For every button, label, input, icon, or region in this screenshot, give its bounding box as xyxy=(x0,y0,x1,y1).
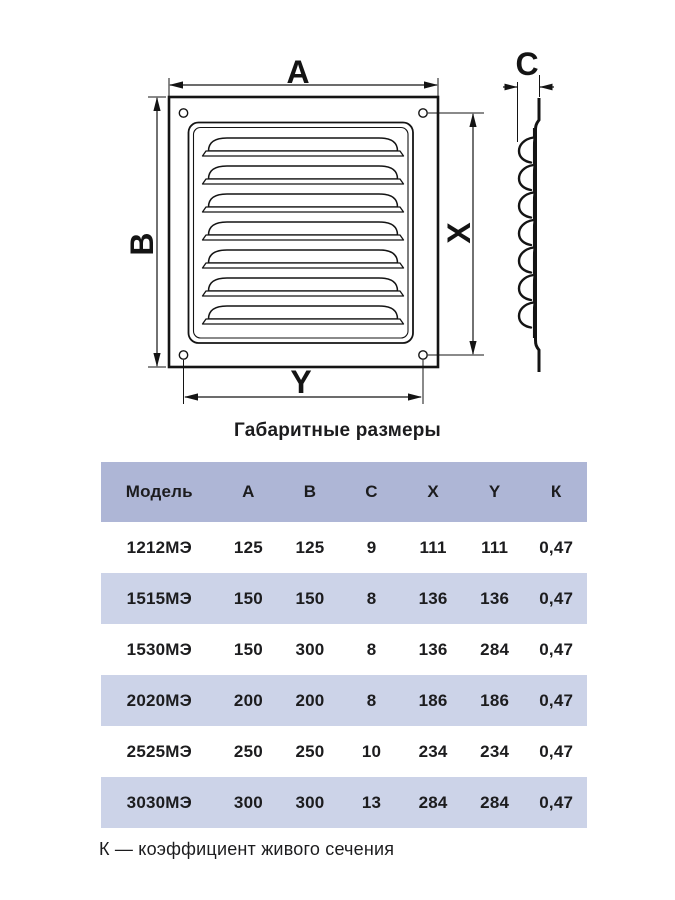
table-row xyxy=(101,573,587,624)
value-cell: 136 xyxy=(418,639,448,659)
value-cell: 0,47 xyxy=(539,639,574,659)
louver-slats xyxy=(203,138,404,324)
value-cell: 186 xyxy=(418,690,448,710)
table-footnote: К — коэффициент живого сечения xyxy=(99,839,395,859)
dimensions-table xyxy=(101,462,587,828)
dim-label-c: C xyxy=(515,46,539,82)
value-cell: 136 xyxy=(480,588,510,608)
value-cell: 0,47 xyxy=(539,588,574,608)
model-cell: 1515МЭ xyxy=(126,588,192,608)
value-cell: 111 xyxy=(481,537,509,557)
value-cell: 234 xyxy=(480,741,510,761)
value-cell: 8 xyxy=(366,690,377,710)
value-cell: 0,47 xyxy=(539,741,574,761)
value-cell: 150 xyxy=(233,639,263,659)
value-cell: 300 xyxy=(233,792,263,812)
column-header-k: К xyxy=(550,482,562,501)
value-cell: 8 xyxy=(366,588,377,608)
value-cell: 9 xyxy=(366,537,377,557)
column-header-model: Модель xyxy=(125,482,193,501)
table-title: Габаритные размеры xyxy=(234,420,441,441)
model-cell: 1530МЭ xyxy=(126,639,192,659)
column-header-a: А xyxy=(242,482,255,501)
column-header-y: Y xyxy=(488,482,501,501)
value-cell: 284 xyxy=(480,792,510,812)
table-row xyxy=(101,777,587,828)
value-cell: 0,47 xyxy=(539,690,574,710)
value-cell: 250 xyxy=(233,741,263,761)
value-cell: 13 xyxy=(361,792,382,812)
value-cell: 125 xyxy=(295,537,325,557)
value-cell: 150 xyxy=(233,588,263,608)
value-cell: 300 xyxy=(295,792,325,812)
value-cell: 0,47 xyxy=(539,792,574,812)
grille-side-view xyxy=(519,98,539,372)
model-cell: 3030МЭ xyxy=(126,792,192,812)
dim-label-x: X xyxy=(441,222,477,244)
dim-label-b: B xyxy=(124,232,160,256)
dimension-b xyxy=(148,97,166,367)
value-cell: 150 xyxy=(295,588,325,608)
table-row xyxy=(101,624,587,675)
value-cell: 136 xyxy=(418,588,448,608)
table-header-row xyxy=(101,462,587,522)
column-header-b: В xyxy=(303,482,317,501)
value-cell: 284 xyxy=(418,792,448,812)
table-row xyxy=(101,726,587,777)
value-cell: 284 xyxy=(480,639,510,659)
dimension-drawing xyxy=(0,0,675,415)
model-cell: 1212МЭ xyxy=(126,537,192,557)
value-cell: 186 xyxy=(480,690,510,710)
value-cell: 111 xyxy=(419,537,447,557)
dimension-c xyxy=(503,75,554,142)
value-cell: 250 xyxy=(295,741,325,761)
model-cell: 2525МЭ xyxy=(126,741,192,761)
model-cell: 2020МЭ xyxy=(126,690,192,710)
table-row xyxy=(101,522,587,573)
value-cell: 200 xyxy=(295,690,325,710)
value-cell: 200 xyxy=(233,690,263,710)
value-cell: 0,47 xyxy=(539,537,574,557)
value-cell: 125 xyxy=(233,537,263,557)
dim-label-a: A xyxy=(286,54,310,90)
side-louver-bumps xyxy=(519,138,534,328)
dim-label-y: Y xyxy=(290,364,312,400)
grille-front-view xyxy=(169,97,438,367)
table-row xyxy=(101,675,587,726)
value-cell: 10 xyxy=(361,741,382,761)
value-cell: 8 xyxy=(366,639,377,659)
side-profile-plate xyxy=(536,98,540,372)
value-cell: 300 xyxy=(295,639,325,659)
value-cell: 234 xyxy=(418,741,448,761)
column-header-x: Х xyxy=(427,482,439,501)
column-header-c: С xyxy=(365,482,378,501)
